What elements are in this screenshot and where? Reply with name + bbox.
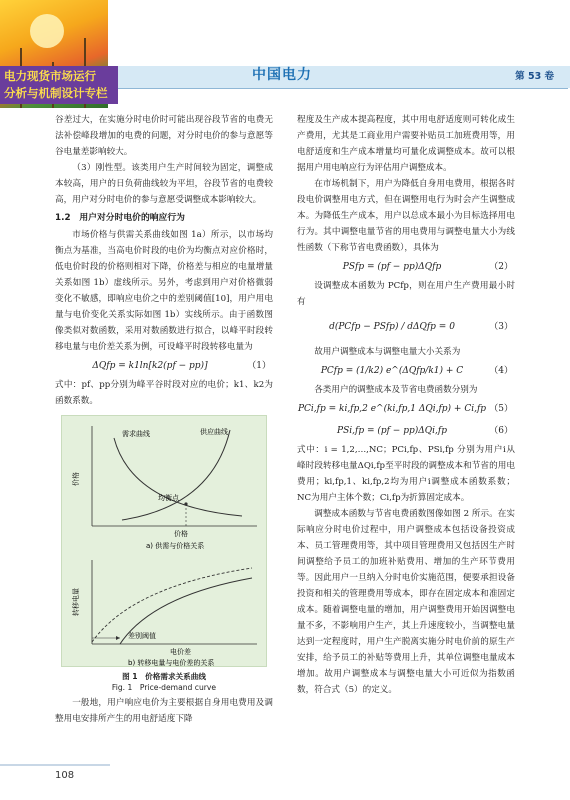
- figure-caption-en: Fig. 1 Price-demand curve: [111, 683, 217, 692]
- equation-3: [297, 310, 515, 344]
- page-header: [0, 0, 570, 110]
- paragraph: 各类用户的调整成本及节省电费函数分别为: [314, 385, 478, 395]
- supply-curve: [122, 430, 230, 520]
- equation-number: （6）: [489, 426, 513, 436]
- equation-number: （4）: [489, 366, 513, 376]
- equilibrium-point: [184, 502, 187, 505]
- equation-number: （3）: [489, 322, 513, 332]
- footer-rule: [0, 764, 110, 766]
- equilibrium-label: 均衡点: [158, 494, 179, 502]
- equation-body: d(PCfp − PSfp) / dΔQfp = 0: [329, 322, 455, 332]
- panel-a-caption: a) 供需与价格关系: [146, 542, 205, 550]
- equation-body: PSi,fp = (pf − pp)ΔQi,fp: [337, 426, 447, 436]
- panel-b-caption: b) 转移电量与电价差的关系: [128, 659, 215, 667]
- paragraph: 一般地，用户响应电价为主要根据自身用电费用及调整用电安排所产生的用电舒适度下降: [55, 698, 273, 724]
- column-label-line1: 电力现货市场运行: [4, 69, 96, 83]
- equation-4: [297, 360, 515, 382]
- equation-number: （1）: [247, 361, 271, 371]
- equation-body: PSfp = (pf − pp)ΔQfp: [342, 262, 442, 272]
- equation-6: [297, 420, 515, 442]
- figure-caption-cn: 图 1 价格需求关系曲线: [122, 672, 206, 681]
- sun-graphic: [30, 14, 64, 48]
- ideal-response-curve: [92, 568, 252, 642]
- equation-body: PCfp = (1/k2) e^(ΔQfp/k1) + C: [320, 366, 464, 376]
- paragraph: （3）刚性型。该类用户生产时间较为固定，调整成本较高，用户的日负荷曲线较为平坦，谷段节省的电费较高，用户对分时电价的参与意愿受调整成本影响较大。: [55, 163, 273, 205]
- paragraph: 谷差过大，在实施分时电价时可能出现谷段节省的电费无法补偿峰段增加的电费的问题，对分时电价的参与意愿等谷电量差影响较大。: [55, 115, 273, 157]
- paragraph: 程度及生产成本提高程度，其中用电舒适度则可转化成生产费用，尤其是工商业用户需要补贴员工加班费用等，用电舒适度和生产成本增量均可量化成调整成本。故可以根据用户用电响应行为评估用户调整成本。: [297, 115, 515, 173]
- threshold-arrow: [116, 636, 120, 640]
- column-label-line2: 分析与机制设计专栏: [4, 86, 108, 100]
- paragraph: 市场价格与供需关系曲线如图 1a）所示，以市场均衡点为基准，当高电价时段的电价为均衡点对应价格时，低电价时段的价格则相对下降，价格差与相应的电量增量关系如图 1b）虚线所示。另外，考虑到用户对价格微弱变化不敏感，即响应电价之中的差别阈值[10]，用户用电量与电价变化关系实际如图 1b）实线所示。由于函数图像类似对数函数，采用对数函数进行拟合，以峰平时段转移电量与电价差关系为例，可设峰平时段转移电量为: [55, 230, 273, 352]
- paragraph: 式中：pf、pp分别为峰平谷时段对应的电价；k1、k2为函数系数。: [55, 380, 273, 406]
- column-label: [0, 66, 118, 104]
- x-axis-label-b: 电价差: [170, 648, 191, 656]
- page-number: 108: [55, 770, 75, 781]
- left-column: [55, 112, 273, 727]
- x-axis-label-a: 价格: [174, 530, 188, 538]
- paragraph: 在市场机制下，用户为降低自身用电费用，根据各时段电价调整用电方式，但在调整用电行为时会产生调整成本。为降低生产成本，用户以总成本最小为目标选择用电行为。其中调整电量节省的用电费用与调整电量大小为线性函数（下称节省电费函数），具体为: [297, 179, 515, 253]
- equation-body: ΔQfp = k1ln[k2(pf − pp)]: [92, 361, 208, 371]
- equation-5: [297, 398, 515, 420]
- volume-label: 第 53 卷: [515, 71, 554, 82]
- equation-number: （2）: [489, 262, 513, 272]
- figure-1: [61, 415, 267, 667]
- paragraph: 故用户调整成本与调整电量大小关系为: [314, 347, 461, 357]
- paragraph: 设调整成本函数为 PCfp，则在用户生产费用最小时有: [297, 281, 515, 307]
- header-rule: [118, 88, 568, 89]
- y-axis-label-b: 转移电量: [72, 588, 80, 616]
- figure-1-plot: [62, 416, 268, 668]
- paragraph: 式中：i = 1,2,…,NC；PCi,fp、PSi,fp 分别为用户i从峰时段转移电量ΔQi,fp至平时段的调整成本和节省的用电费用；ki,fp,1、ki,fp,2均为用户i调整成本函数系数；NC为用户主体个数；Ci,fp为折算固定成本。: [297, 445, 515, 503]
- section-title: 1.2 用户对分时电价的响应行为: [55, 213, 185, 223]
- demand-label: 需求曲线: [122, 430, 150, 438]
- equation-body: PCi,fp = ki,fp,2 e^(ki,fp,1 ΔQi,fp) + Ci,fp: [297, 404, 487, 414]
- y-axis-label-a: 价格: [72, 472, 80, 486]
- right-column: [297, 112, 515, 698]
- equation-2: [297, 256, 515, 278]
- journal-name: 中国电力: [252, 67, 312, 83]
- supply-label: 供应曲线: [200, 428, 228, 436]
- demand-curve: [114, 438, 242, 516]
- equation-number: （5）: [489, 404, 513, 414]
- equation-1: [55, 355, 273, 377]
- paragraph: 调整成本函数与节省电费函数图像如图 2 所示。在实际响应分时电价过程中，用户调整成本包括设备投资成本、员工管理费用等，其中项目管理费用又包括因生产时间调整给予员工的加班补贴费用、增加的生产环节费用等。因此用户一旦纳入分时电价实施范围，便要承担设备投资和相关的管理费用等成本，即存在固定成本和准固定成本。随着调整电量的增加，用户调整费用开始因调整电量不多，不影响用户生产，其上升速度较小，当调整电量达到一定程度时，用户生产脱离实施分时电价前的原生产安排，给予员工的补贴等费用上升，其单位调整电量成本增加。故用户调整成本与调整电量大小可近似为指数函数，符合式（5）的定义。: [297, 509, 515, 695]
- threshold-label: 差别阈值: [128, 632, 156, 640]
